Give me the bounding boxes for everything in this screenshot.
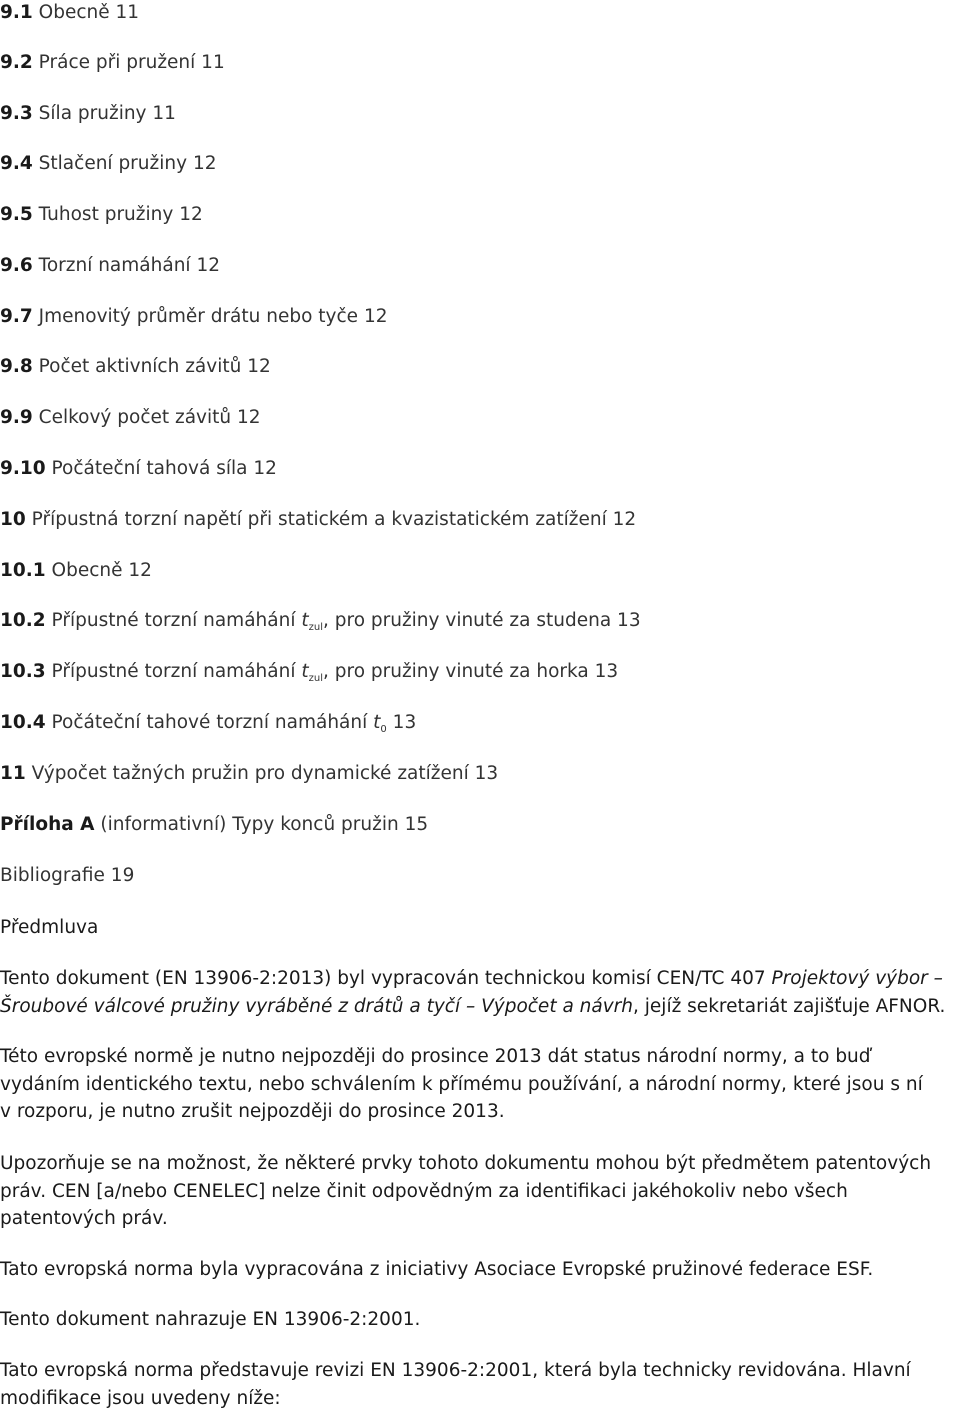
toc-number: 9.3	[0, 103, 33, 124]
toc-entry-9-5[interactable]	[0, 202, 203, 228]
toc-page: 15	[404, 814, 429, 835]
toc-number: 9.9	[0, 407, 33, 428]
toc-title: Výpočet tažných pružin pro dynamické zatížení	[31, 763, 469, 784]
paragraph-line: v rozporu, je nutno zrušit nejpozději do prosince 2013.	[0, 1101, 505, 1123]
paragraph-line: Tato evropská norma představuje revizi EN 13906-2:2001, která byla technicky revidována. Hlavní	[0, 1360, 911, 1381]
toc-entry-bibliography[interactable]	[0, 863, 134, 889]
toc-entry-annex-a[interactable]	[0, 812, 428, 838]
toc-number: 10.2	[0, 610, 46, 631]
toc-number: 9.10	[0, 458, 46, 479]
toc-page: 12	[237, 407, 261, 428]
symbol-t: t	[301, 661, 309, 682]
toc-title: (informativní) Typy konců pružin	[100, 814, 399, 835]
toc-number: 10.3	[0, 661, 46, 682]
toc-entry-9-3[interactable]	[0, 101, 176, 127]
toc-title-pre: Přípustné torzní namáhání	[51, 661, 302, 682]
toc-number: 9.6	[0, 255, 33, 276]
toc-page: 11	[115, 2, 140, 23]
toc-entry-10-2[interactable]	[0, 608, 641, 634]
toc-page: 13	[474, 763, 499, 784]
toc-number: 10.4	[0, 712, 46, 733]
paragraph-line: patentových práv.	[0, 1208, 168, 1230]
foreword-heading: Předmluva	[0, 917, 99, 938]
toc-number: Příloha A	[0, 814, 95, 835]
toc-entry-9-1[interactable]	[0, 0, 139, 26]
toc-page: 12	[128, 560, 152, 581]
toc-page: 13	[392, 712, 417, 733]
toc-page: 13	[617, 610, 641, 631]
toc-title: Tuhost pružiny	[38, 204, 174, 225]
toc-entry-10-3[interactable]	[0, 659, 618, 685]
toc-entry-10-4[interactable]	[0, 710, 416, 736]
toc-entry-9-8[interactable]	[0, 354, 271, 380]
toc-page: 12	[192, 153, 217, 174]
toc-title: Počet aktivních závitů	[38, 356, 242, 377]
toc-entry-9-2[interactable]	[0, 50, 225, 76]
toc-title-post: , pro pružiny vinuté za horka	[322, 661, 589, 682]
toc-title: Síla pružiny	[38, 103, 147, 124]
toc-page: 12	[612, 509, 637, 530]
toc-title: Obecně	[38, 2, 110, 23]
paragraph-line: Upozorňuje se na možnost, že některé prvky tohoto dokumentu mohou být předmětem patentových	[0, 1153, 932, 1174]
toc-entry-9-10[interactable]	[0, 456, 277, 482]
foreword-paragraph-3	[0, 1150, 955, 1233]
symbol-subscript: zul	[308, 673, 323, 684]
toc-number: 10	[0, 509, 26, 530]
paragraph-line: Této evropské normě je nutno nejpozději do prosince 2013 dát status národní normy, a to buď	[0, 1046, 871, 1067]
symbol-subscript: zul	[308, 622, 323, 633]
toc-title: Bibliografie	[0, 865, 105, 886]
toc-number: 9.1	[0, 2, 33, 23]
toc-title: Celkový počet závitů	[38, 407, 232, 428]
toc-number: 10.1	[0, 560, 46, 581]
toc-page: 12	[247, 356, 271, 377]
toc-page: 13	[594, 661, 619, 682]
toc-number: 11	[0, 763, 26, 784]
toc-title: Obecně	[51, 560, 123, 581]
toc-entry-9-6[interactable]	[0, 253, 220, 279]
toc-title: Přípustná torzní napětí při statickém a kvazistatickém zatížení	[31, 509, 607, 530]
paragraph-line: Šroubové válcové pružiny vyráběné z drátů a tyčí – Výpočet a návrh, jejíž sekretariát zajišťuje AFNOR.	[0, 995, 946, 1017]
paragraph-line: Tento dokument (EN 13906-2:2013) byl vypracován technickou komisí CEN/TC 407 Projektový výbor –	[0, 968, 943, 989]
paragraph-line: modifikace jsou uvedeny níže:	[0, 1387, 281, 1409]
toc-number: 9.5	[0, 204, 33, 225]
toc-page: 11	[201, 52, 225, 73]
toc-entry-11[interactable]	[0, 761, 498, 787]
toc-entry-10[interactable]	[0, 507, 636, 533]
toc-title: Torzní namáhání	[38, 255, 191, 276]
toc-page: 12	[179, 204, 203, 225]
symbol-subscript: 0	[380, 724, 387, 735]
toc-number: 9.2	[0, 52, 33, 73]
toc-number: 9.8	[0, 356, 33, 377]
foreword-paragraph-2	[0, 1043, 955, 1126]
toc-entry-9-4[interactable]	[0, 151, 216, 177]
toc-title-pre: Počáteční tahové torzní namáhání	[51, 712, 374, 733]
foreword-paragraph-1	[0, 965, 955, 1020]
toc-page: 11	[152, 103, 176, 124]
toc-title-pre: Přípustné torzní namáhání	[51, 610, 302, 631]
symbol-t: t	[301, 610, 309, 631]
toc-entry-9-9[interactable]	[0, 405, 261, 431]
toc-title: Jmenovitý průměr drátu nebo tyče	[38, 306, 359, 327]
toc-page: 19	[110, 865, 135, 886]
toc-title: Počáteční tahová síla	[51, 458, 248, 479]
toc-title-post: , pro pružiny vinuté za studena	[322, 610, 612, 631]
toc-title: Stlačení pružiny	[38, 153, 188, 174]
toc-page: 12	[253, 458, 277, 479]
foreword-paragraph-6	[0, 1357, 955, 1412]
toc-page: 12	[363, 306, 388, 327]
toc-entry-10-1[interactable]	[0, 558, 152, 584]
paragraph-line: práv. CEN [a/nebo CENELEC] nelze činit odpovědným za identifikaci jakéhokoliv nebo všech	[0, 1180, 848, 1202]
toc-title: Práce při pružení	[38, 52, 196, 73]
foreword-paragraph-5: Tento dokument nahrazuje EN 13906-2:2001.	[0, 1309, 421, 1330]
toc-entry-9-7[interactable]	[0, 304, 388, 330]
toc-number: 9.4	[0, 153, 33, 174]
symbol-t: t	[373, 712, 381, 733]
foreword-paragraph-4: Tato evropská norma byla vypracována z iniciativy Asociace Evropské pružinové federace ESF.	[0, 1259, 874, 1280]
toc-page: 12	[196, 255, 220, 276]
paragraph-line: vydáním identického textu, nebo schválením k přímému používání, a národní normy, které jsou s ní	[0, 1073, 923, 1095]
toc-number: 9.7	[0, 306, 33, 327]
